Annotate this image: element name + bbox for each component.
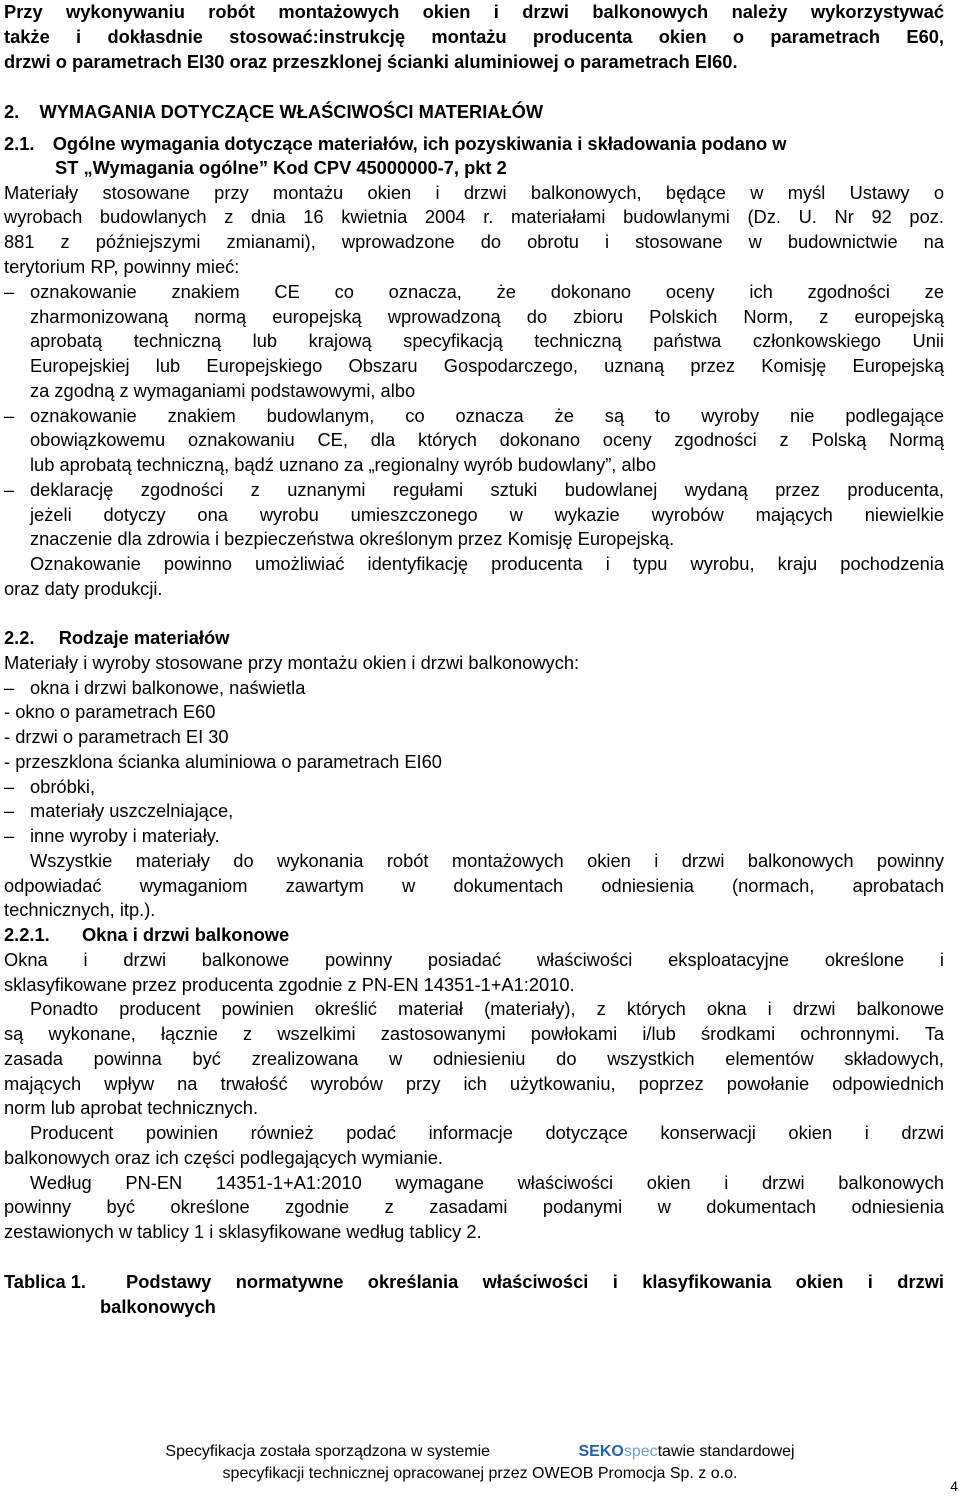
s221-p1-line-1: Okna i drzwi balkonowe powinny posiadać właściwości eksploatacyjne określone i bbox=[4, 949, 944, 970]
footer-line-1 bbox=[0, 1442, 960, 1462]
s221-p2-line-5: norm lub aprobat technicznych. bbox=[4, 1097, 259, 1118]
sekospec-logo-seko: SEKO bbox=[578, 1443, 624, 1460]
sekospec-logo-spec: spec bbox=[623, 1443, 658, 1460]
section-2-2-1-heading bbox=[4, 923, 289, 947]
bullet-3-dash: – bbox=[4, 479, 15, 500]
material-item-2-marker: - bbox=[4, 701, 11, 722]
material-item-5-text: obróbki, bbox=[30, 776, 96, 797]
section-2-heading bbox=[4, 100, 543, 124]
section-2-number: 2. bbox=[4, 101, 20, 122]
intro-line-1: Przy wykonywaniu robót montażowych okien i drzwi balkonowych należy wykorzystywać bbox=[4, 1, 944, 22]
material-item-4 bbox=[4, 750, 442, 774]
material-item-4-text: przeszklona ścianka aluminiowa o parametrach EI60 bbox=[15, 751, 442, 772]
intro-line-3: drzwi o parametrach EI30 oraz przeszklonej ścianki aluminiowej o parametrach EI60. bbox=[4, 51, 738, 72]
s221-p2-line-2: są wykonane, łącznie z wszelkimi zastosowanymi powłokami i/lub środkami ochronnymi. Ta bbox=[4, 1023, 944, 1044]
section-2-2-lead: Materiały i wyroby stosowane przy montażu okien i drzwi balkonowych: bbox=[4, 652, 580, 673]
material-item-2 bbox=[4, 700, 215, 724]
bullet-1-line-5: za zgodną z wymaganiami podstawowymi, albo bbox=[30, 380, 416, 401]
bullet-2-dash: – bbox=[4, 405, 15, 426]
page-number: 4 bbox=[950, 1478, 958, 1494]
bullet-1-dash: – bbox=[4, 281, 15, 302]
s22-closing-line-3: technicznych, itp.). bbox=[4, 899, 156, 920]
s21-body-line-1: Materiały stosowane przy montażu okien i drzwi balkonowych, będące w myśl Ustawy o bbox=[4, 182, 944, 203]
bullet-3-line-1: deklarację zgodności z uznanymi regułami sztuki budowlanej wydaną przez producenta, bbox=[30, 479, 944, 500]
bullet-2-line-1: oznakowanie znakiem budowlanym, co oznacza że są to wyroby nie podlegające bbox=[30, 405, 944, 426]
bullet-1-line-4: Europejskiej lub Europejskiego Obszaru Gospodarczego, uznaną przez Komisję Europejską bbox=[30, 355, 944, 376]
s221-p4-line-2: powinny być określone zgodnie z zasadami podanymi w dokumentach odniesienia bbox=[4, 1196, 944, 1217]
bullet-3-line-3: znaczenie dla zdrowia i bezpieczeństwa określonym przez Komisję Europejską. bbox=[30, 528, 675, 549]
section-2-1-title-line2: ST „Wymagania ogólne” Kod CPV 45000000-7, pkt 2 bbox=[55, 157, 507, 178]
s21-body-line-4: terytorium RP, powinny mieć: bbox=[4, 256, 240, 277]
material-item-2-text: okno o parametrach E60 bbox=[15, 701, 216, 722]
s21-closing-line-1: Oznakowanie powinno umożliwiać identyfikację producenta i typu wyrobu, kraju pochodzenia bbox=[30, 553, 944, 574]
bullet-3-line-2: jeżeli dotyczy ona wyrobu umieszczonego w wykazie wyrobów mających niewielkie bbox=[30, 504, 944, 525]
table-1-title-line-1: Podstawy normatywne określania właściwości i klasyfikowania okien i drzwi bbox=[126, 1271, 944, 1292]
material-item-5-marker: – bbox=[4, 776, 15, 797]
material-item-6-text: materiały uszczelniające, bbox=[30, 800, 234, 821]
section-2-title: WYMAGANIA DOTYCZĄCE WŁAŚCIWOŚCI MATERIAŁÓW bbox=[39, 101, 544, 122]
material-item-3-text: drzwi o parametrach EI 30 bbox=[15, 726, 229, 747]
section-2-1-heading bbox=[4, 132, 944, 156]
s221-p3-line-2: balkonowych oraz ich części podlegających wymianie. bbox=[4, 1147, 443, 1168]
s21-closing-line-2: oraz daty produkcji. bbox=[4, 578, 163, 599]
bullet-1-line-1: oznakowanie znakiem CE co oznacza, że dokonano oceny ich zgodności ze bbox=[30, 281, 944, 302]
material-item-6-marker: – bbox=[4, 800, 15, 821]
section-2-1-title-line1: Ogólne wymagania dotyczące materiałów, ich pozyskiwania i składowania podano w bbox=[52, 133, 787, 154]
bullet-1-line-3: aprobatą techniczną lub krajową specyfikacją techniczną państwa członkowskiego Unii bbox=[30, 330, 944, 351]
s221-p1-line-2: sklasyfikowane przez producenta zgodnie z PN-EN 14351-1+A1:2010. bbox=[4, 974, 575, 995]
bullet-2-line-3: lub aprobatą techniczną, bądź uznano za „regionalny wyrób budowlany”, albo bbox=[30, 454, 657, 475]
section-2-2-number: 2.2. bbox=[4, 627, 35, 648]
s22-closing-line-2: odpowiadać wymaganiom zawartym w dokumentach odniesienia (normach, aprobatach bbox=[4, 875, 944, 896]
table-1-title-line-2: balkonowych bbox=[100, 1296, 216, 1317]
section-2-1-number: 2.1. bbox=[4, 133, 35, 154]
s221-p2-line-4: mających wpływ na trwałość wyrobów przy ich użytkowaniu, poprzez powołanie odpowiednich bbox=[4, 1073, 944, 1094]
material-item-3-marker: - bbox=[4, 726, 11, 747]
s221-p4-line-3: zestawionych w tablicy 1 i sklasyfikowane według tablicy 2. bbox=[4, 1221, 482, 1242]
footer-text-before: Specyfikacja została sporządzona w systemie bbox=[165, 1443, 491, 1460]
section-2-2-title: Rodzaje materiałów bbox=[58, 627, 230, 648]
material-item-7-marker: – bbox=[4, 825, 15, 846]
s221-p4-line-1: Według PN-EN 14351-1+A1:2010 wymagane właściwości okien i drzwi balkonowych bbox=[30, 1172, 944, 1193]
section-2-2-1-title: Okna i drzwi balkonowe bbox=[81, 924, 290, 945]
s221-p2-line-3: zasada powinna być zrealizowana w odniesieniu do wszystkich elementów składowych, bbox=[4, 1048, 944, 1069]
material-item-1-marker: – bbox=[4, 677, 15, 698]
s221-p2-line-1: Ponadto producent powinien określić materiał (materiały), z których okna i drzwi balkonowe bbox=[30, 998, 944, 1019]
s22-closing-line-1: Wszystkie materiały do wykonania robót montażowych okien i drzwi balkonowych powinny bbox=[30, 850, 944, 871]
material-item-1-text: okna i drzwi balkonowe, naświetla bbox=[30, 677, 306, 698]
footer-text-after: tawie standardowej bbox=[657, 1443, 795, 1460]
s21-body-line-2: wyrobach budowlanych z dnia 16 kwietnia 2004 r. materiałami budowlanymi (Dz. U. Nr 92 poz. bbox=[4, 206, 944, 227]
table-1-label: Tablica 1. bbox=[4, 1271, 86, 1292]
bullet-1-line-2: zharmonizowaną normą europejską wprowadzoną do zbioru Polskich Norm, z europejską bbox=[30, 306, 944, 327]
footer-line-2: specyfikacji technicznej opracowanej przez OWEOB Promocja Sp. z o.o. bbox=[222, 1465, 738, 1482]
s221-p3-line-1: Producent powinien również podać informacje dotyczące konserwacji okien i drzwi bbox=[30, 1122, 944, 1143]
section-2-2-heading bbox=[4, 626, 229, 650]
s21-body-line-3: 881 z późniejszymi zmianami), wprowadzone do obrotu i stosowane w budownictwie na bbox=[4, 231, 944, 252]
material-item-4-marker: - bbox=[4, 751, 11, 772]
intro-line-2: także i dokłasdnie stosować:instrukcję montażu producenta okien o parametrach E60, bbox=[4, 26, 944, 47]
material-item-3 bbox=[4, 725, 229, 749]
section-2-2-1-number: 2.2.1. bbox=[4, 924, 50, 945]
material-item-7-text: inne wyroby i materiały. bbox=[30, 825, 220, 846]
bullet-2-line-2: obowiązkowemu oznakowaniu CE, dla których dokonano oceny zgodności z Polską Normą bbox=[30, 429, 944, 450]
